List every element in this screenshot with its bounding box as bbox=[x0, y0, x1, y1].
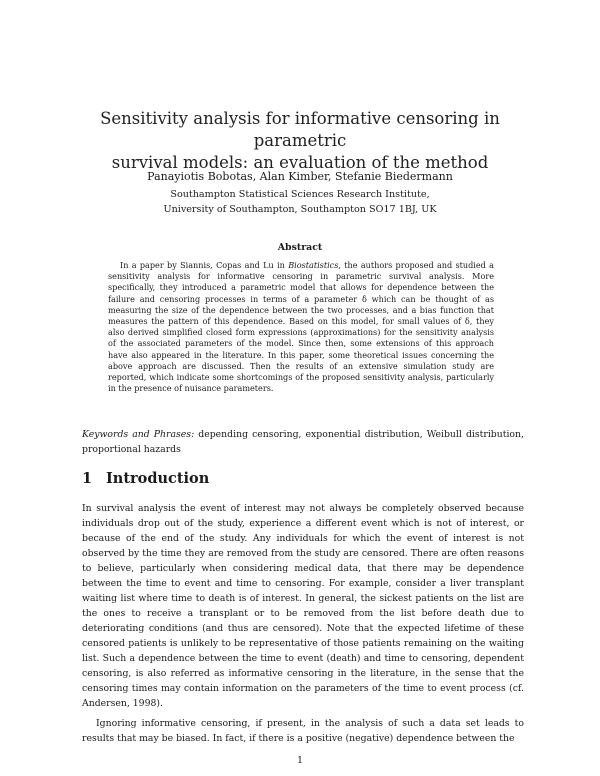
section-number: 1 bbox=[82, 470, 93, 487]
journal-name: Biostatistics bbox=[288, 260, 339, 270]
intro-paragraph-2: Ignoring informative censoring, if present, in the analysis of such a data set leads to results that may be biased. In fact, if there is a positive (negative) dependence between the bbox=[82, 718, 524, 744]
author-list: Panayiotis Bobotas, Alan Kimber, Stefanie Biedermann bbox=[147, 170, 453, 183]
paper-title bbox=[60, 108, 540, 174]
title-line-2: survival models: an evaluation of the method bbox=[111, 153, 489, 172]
keywords-text: depending censoring, exponential distribution, Weibull distribution, proportional hazards bbox=[82, 429, 524, 455]
affiliation-line-1: Southampton Statistical Sciences Research Institute, bbox=[170, 189, 430, 200]
affiliation-line-2: University of Southampton, Southampton SO17 1BJ, UK bbox=[163, 204, 437, 215]
title-line-1: Sensitivity analysis for informative censoring in parametric bbox=[100, 109, 500, 150]
abstract-part-2: , the authors proposed and studied a sensitivity analysis for informative censoring in parametric survival analysis. More specifically, they introduced a parametric model that allows for dependence between the failure and censoring processes in terms of a parameter δ which can be thought of as measuring the size of the dependence between the two processes, and a bias function that measures the pattern of this dependence. Based on this model, for small values of δ, they also derived simplified closed form expressions (approximations) for the sensitivity analysis of the associated parameters of the model. Since then, some extensions of this approach have also appeared in the literature. In this paper, some theoretical issues concerning the above approach are discussed. Then the results of an extensive simulation study are reported, which indicate some shortcomings of the proposed sensitivity analysis, particularly in the presence of nuisance parameters. bbox=[108, 260, 494, 394]
section-heading bbox=[82, 469, 382, 489]
section-title: Introduction bbox=[106, 470, 210, 487]
page-number: 1 bbox=[296, 755, 304, 766]
abstract-text bbox=[108, 260, 494, 394]
keywords-label: Keywords and Phrases: bbox=[82, 429, 195, 440]
abstract-heading: Abstract bbox=[277, 242, 323, 253]
abstract-part-1: In a paper by Siannis, Copas and Lu in bbox=[120, 260, 289, 270]
keywords bbox=[82, 427, 524, 457]
intro-paragraph-1: In survival analysis the event of interest may not always be completely observed because individuals drop out of the study, experience a different event which is not of interest, or because of the end of the study. Any individuals for which the event of interest is not observed by the time they are removed from the study are censored. There are often reasons to believe, particularly when considering medical data, that there may be dependence between the time to event and time to censoring. For example, consider a liver transplant waiting list where time to death is of interest. In general, the sickest patients on the list are the ones to receive a transplant or to be removed from the list before death due to deteriorating conditions (and thus are censored). Note that the expected lifetime of these censored patients is unlikely to be representative of those patients remaining on the waiting list. Such a dependence between the time to event (death) and time to censoring, dependent censoring, is also referred as informative censoring in the literature, in the sense that the censoring times may contain information on the parameters of the time to event process (cf. Andersen, 1998). bbox=[82, 503, 524, 709]
